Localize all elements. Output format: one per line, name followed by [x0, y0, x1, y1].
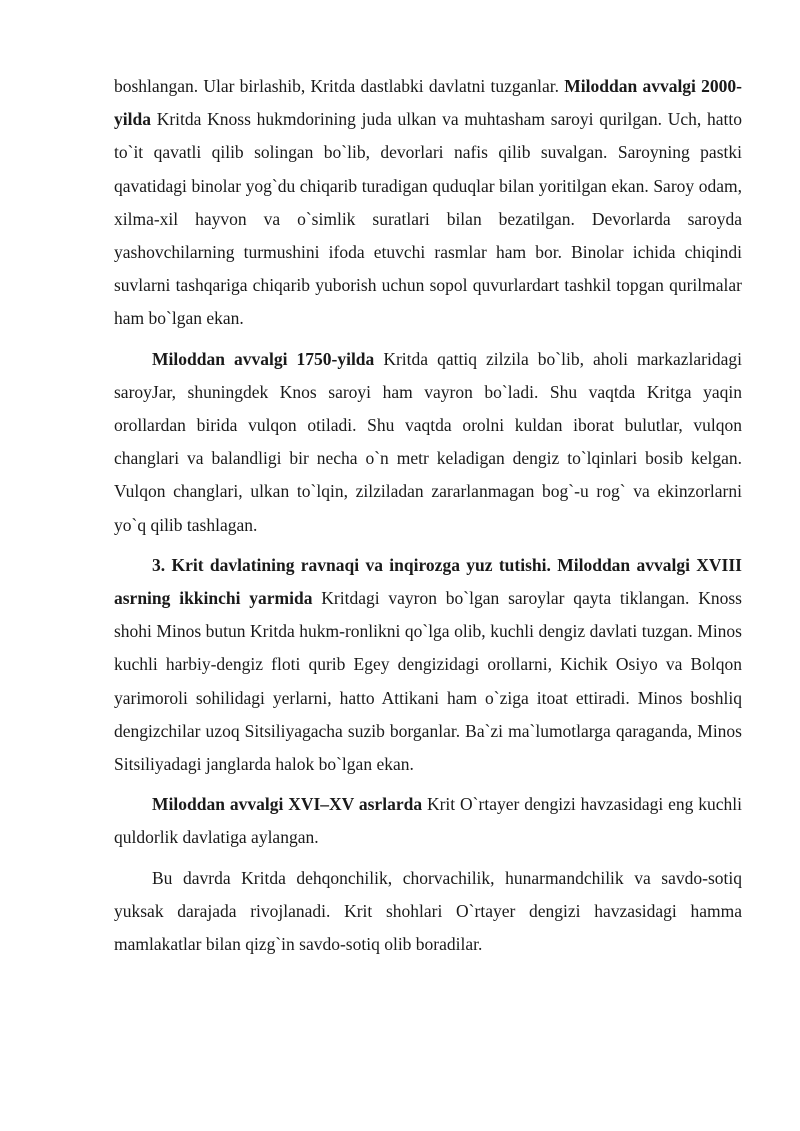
bold-date-phrase: Miloddan avvalgi 2000-yilda [114, 76, 742, 130]
text-run: boshlangan. Ular birlashib, Kritda dastlabki davlatni tuzganlar. [114, 76, 565, 96]
text-run: Kritdagi vayron bo`lgan saroylar qayta tiklangan. Knoss shohi Minos butun Kritda hukm-ronlikni qo`lga olib, kuchli dengiz davlati tuzgan. Minos kuchli harbiy-dengiz floti qurib Egey dengizidagi orollarni, Kichik Osiyo va Bolqon yarimoroli sohilidagi yerlarni, hatto Attikani ham o`ziga itoat ettiradi. Minos boshliq dengizchilar uzoq Sitsiliyagacha suzib borganlar. Ba`zi ma`lumotlarga qaraganda, Minos Sitsiliyadagi janglarda halok bo`lgan ekan. [114, 588, 742, 775]
text-run: Kritda qattiq zilzila bo`lib, aholi markazlaridagi saroyJar, shuningdek Knos saroyi ham vayron bo`ladi. Shu vaqtda Kritga yaqin orollardan birida vulqon otiladi. Shu vaqtda orolni kuldan iborat bulutlar, vulqon changlari va balandligi bir necha o`n metr keladigan dengiz to`lqinlari bosib kelgan. Vulqon changlari, ulkan to`lqin, zilziladan zararlanmagan bog`-u rog` va ekinzorlarni yo`q qilib tashlagan. [114, 348, 742, 535]
bold-date-phrase: Miloddan avvalgi 1750-yilda [152, 348, 375, 369]
text-run: Bu davrda Kritda dehqonchilik, chorvachilik, hunarmandchilik va savdo-sotiq yuksak darajada rivojlanadi. Krit shohlari O`rtayer dengizi havzasidagi hamma mamlakatlar bilan qizg`in savdo-sotiq olib boradilar. [114, 867, 742, 955]
text-run: Krit O`rtayer dengizi havzasidagi eng kuchli quldorlik davlatiga aylangan. [114, 794, 742, 848]
paragraph-quldorlik [114, 788, 742, 854]
paragraph-section-3 [114, 549, 742, 781]
paragraph-saroy [114, 70, 742, 336]
paragraph-zilzila [114, 343, 742, 542]
bold-date-phrase: Miloddan avvalgi XVI–XV asrlarda [152, 794, 423, 815]
paragraph-savdo [114, 862, 742, 962]
section-heading: 3. Krit davlatining ravnaqi va inqirozga yuz tutishi. Miloddan avvalgi XVIII asrning ikkinchi yarmida [114, 554, 742, 609]
text-run: Kritda Knoss hukmdorining juda ulkan va muhtasham saroyi qurilgan. Uch, hatto to`it qavatli qilib solingan bo`lib, devorlari nafis qilib suvalgan. Saroyning pastki qavatidagi binolar yog`du chiqarib turadigan quduqlar bilan yoritilgan ekan. Saroy odam, xilma-xil hayvon va o`simlik suratlari bilan bezatilgan. Devorlarda saroyda yashovchilarning turmushini ifoda etuvchi rasmlar ham bor. Binolar ichida chiqindi suvlarni tashqariga chiqarib yuborish uchun sopol quvurlardart tashkil topgan qurilmalar ham bo`lgan ekan. [114, 109, 742, 329]
document-page [114, 70, 742, 968]
